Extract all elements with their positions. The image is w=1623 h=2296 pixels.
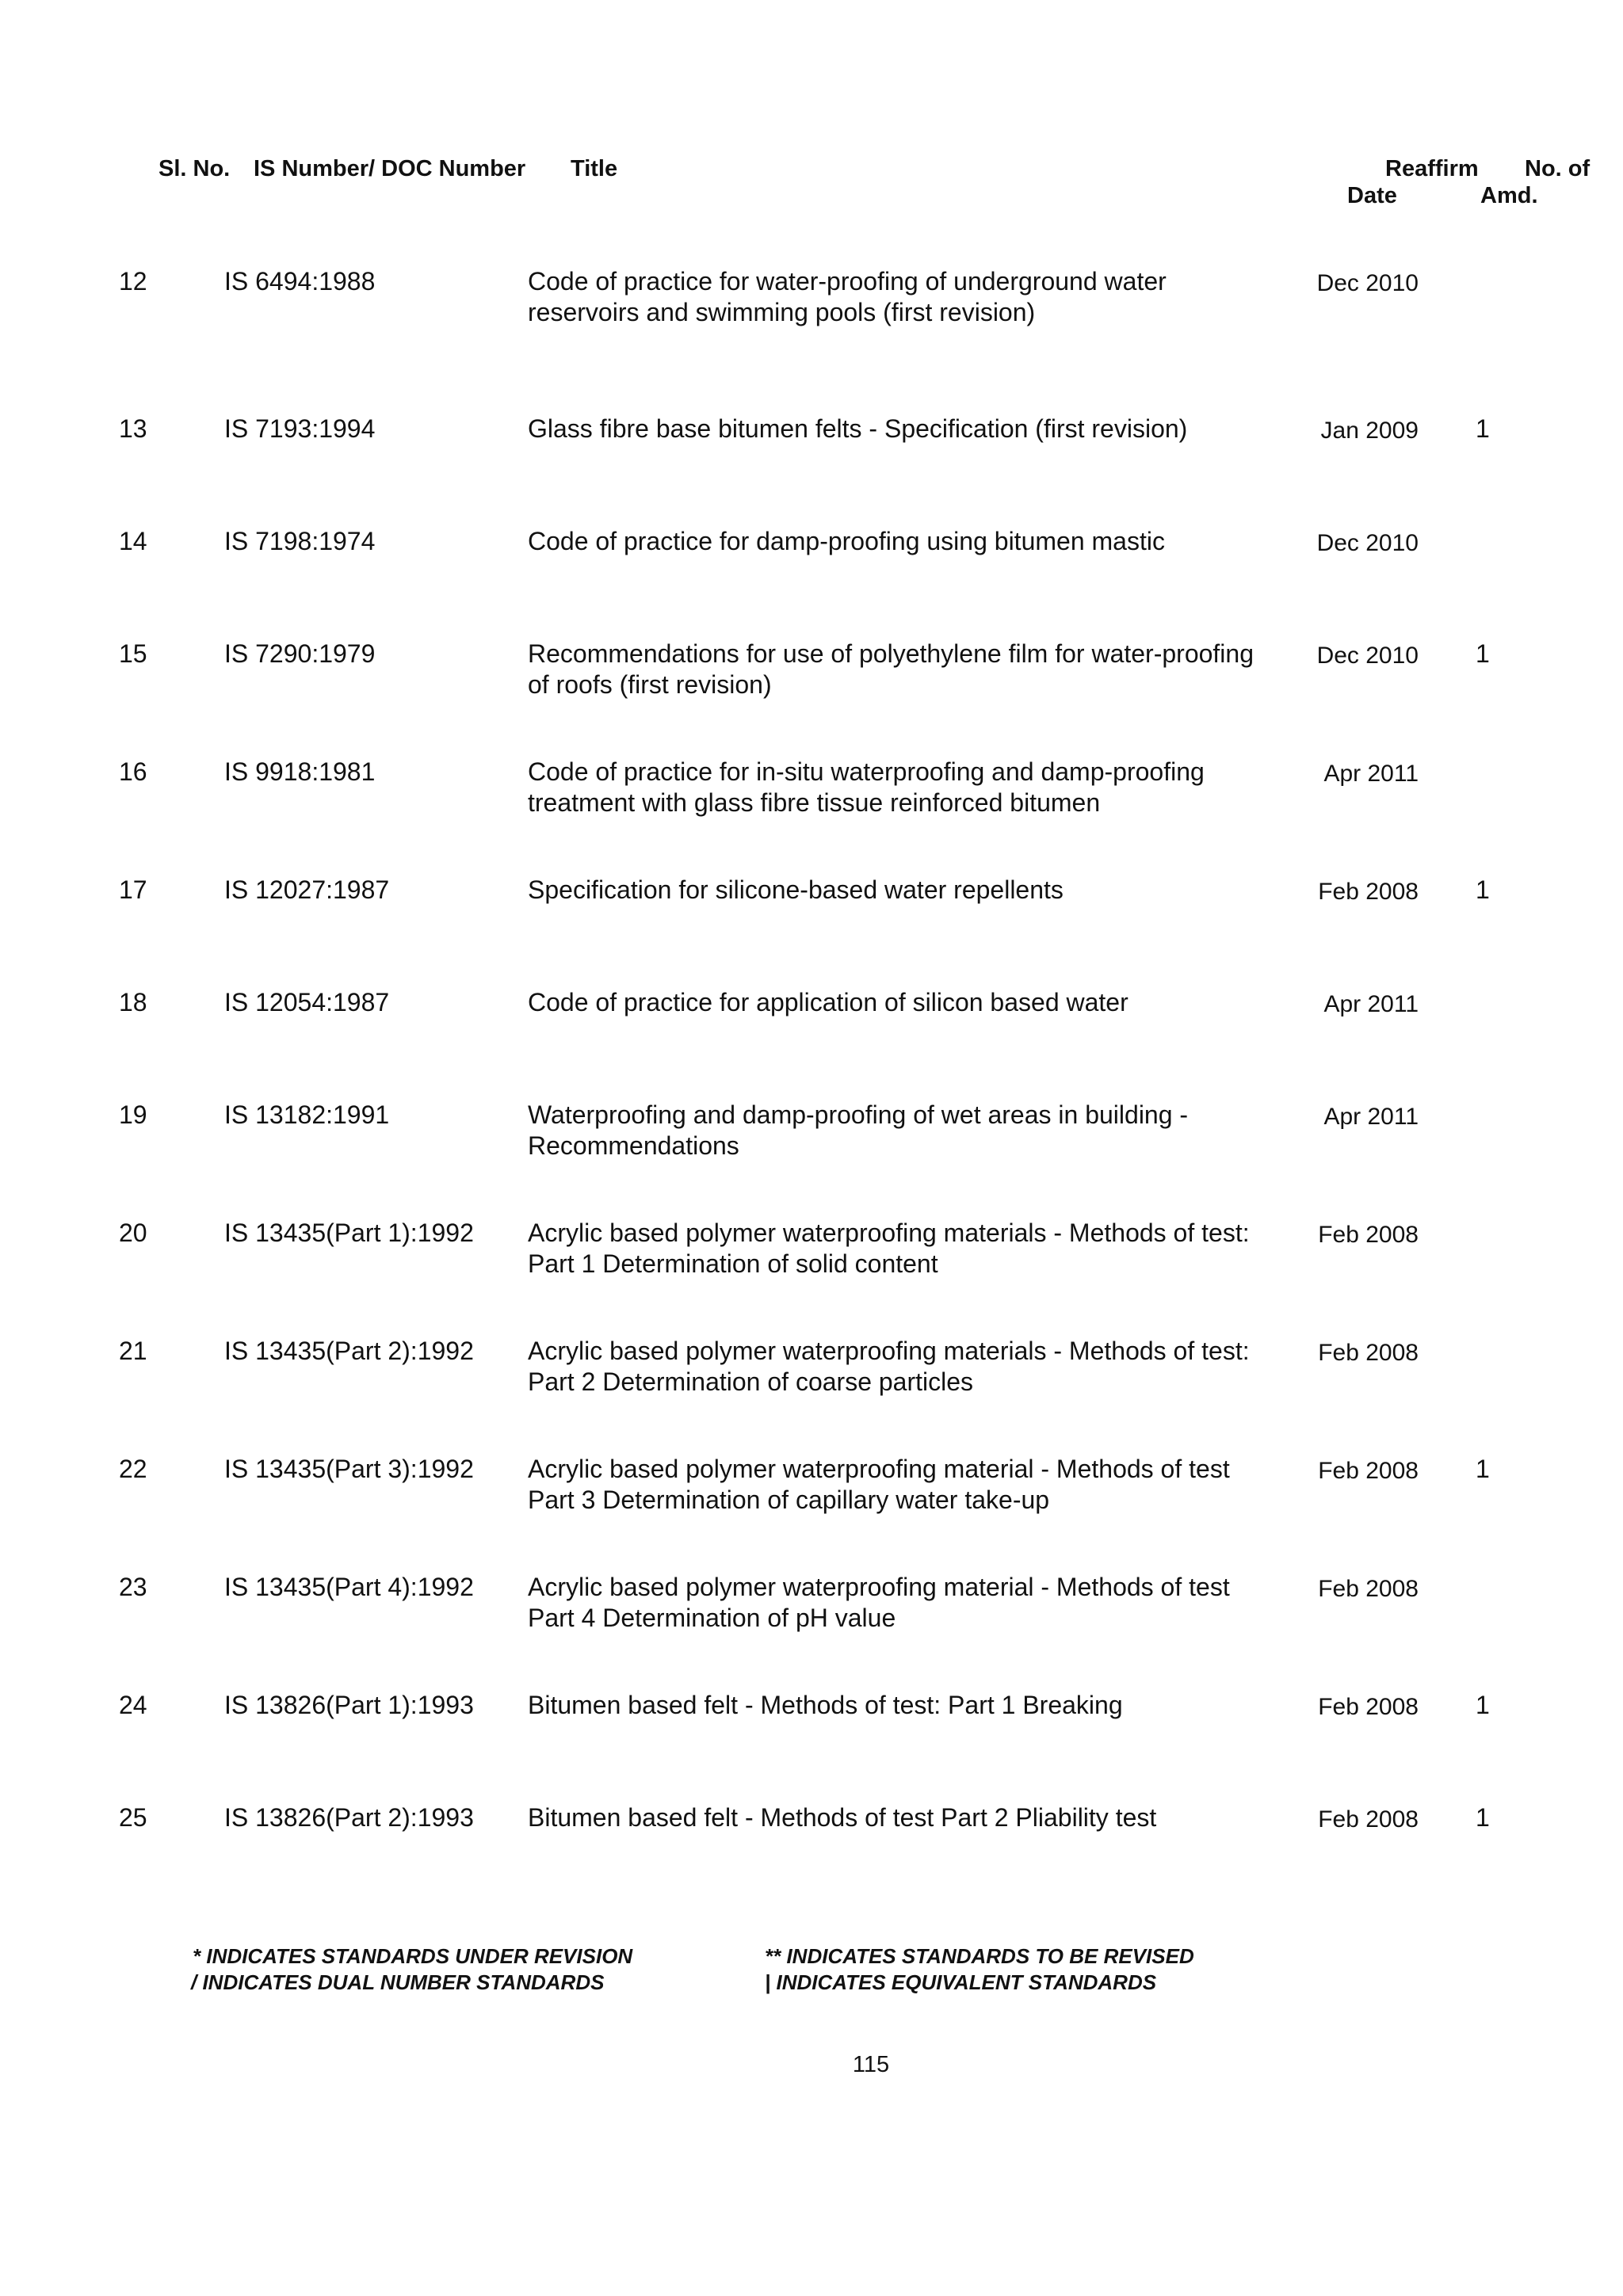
table-row: [0, 1802, 1623, 1897]
header-sl-no: Sl. No.: [158, 156, 231, 181]
standard-title: Code of practice for water-proofing of underground water reservoirs and swimming pools (first revision): [528, 267, 1167, 326]
standard-title: Specification for silicone-based water repellents: [528, 875, 1064, 904]
is-number: IS 6494:1988: [224, 267, 376, 296]
table-row: [0, 1218, 1623, 1313]
reaffirm-date: Feb 2008: [1318, 1694, 1419, 1720]
table-row: [0, 1336, 1623, 1431]
standard-title: Acrylic based polymer waterproofing materials - Methods of test: Part 2 Determination of coarse particles: [528, 1337, 1250, 1396]
standard-title: Acrylic based polymer waterproofing material - Methods of test Part 4 Determination of pH value: [528, 1573, 1230, 1632]
legend-equivalent: | INDICATES EQUIVALENT STANDARDS: [765, 1970, 1157, 1994]
sl-no: 13: [119, 414, 147, 443]
is-number: IS 7193:1994: [224, 414, 376, 443]
legend-to-be-revised: ** INDICATES STANDARDS TO BE REVISED: [765, 1944, 1194, 1968]
sl-no: 15: [119, 639, 147, 668]
table-row: [0, 414, 1623, 509]
amendment-count: 1: [1476, 1691, 1490, 1719]
legend-under-revision: * INDICATES STANDARDS UNDER REVISION: [193, 1944, 633, 1968]
standard-title: Glass fibre base bitumen felts - Specification (first revision): [528, 414, 1188, 443]
sl-no: 25: [119, 1803, 147, 1832]
is-number: IS 12054:1987: [224, 988, 390, 1016]
header-reaffirm: Reaffirm: [1385, 156, 1479, 181]
header-is-number: IS Number/ DOC Number: [254, 156, 526, 181]
sl-no: 16: [119, 757, 147, 786]
sl-no: 17: [119, 875, 147, 904]
sl-no: 22: [119, 1455, 147, 1483]
standard-title: Waterproofing and damp-proofing of wet areas in building - Recommendations: [528, 1100, 1189, 1160]
is-number: IS 13435(Part 2):1992: [224, 1337, 474, 1365]
sl-no: 19: [119, 1100, 147, 1129]
amendment-count: 1: [1476, 414, 1490, 443]
sl-no: 20: [119, 1219, 147, 1247]
table-row: [0, 639, 1623, 734]
sl-no: 14: [119, 527, 147, 555]
amendment-count: 1: [1476, 639, 1490, 668]
reaffirm-date: Apr 2011: [1323, 1104, 1419, 1130]
is-number: IS 9918:1981: [224, 757, 376, 786]
amendment-count: 1: [1476, 875, 1490, 904]
table-row: [0, 757, 1623, 852]
table-row: [0, 1690, 1623, 1785]
is-number: IS 13435(Part 4):1992: [224, 1573, 474, 1601]
standard-title: Code of practice for damp-proofing using bitumen mastic: [528, 527, 1165, 555]
sl-no: 12: [119, 267, 147, 296]
reaffirm-date: Dec 2010: [1316, 643, 1419, 669]
amendment-count: 1: [1476, 1455, 1490, 1483]
standard-title: Recommendations for use of polyethylene film for water-proofing of roofs (first revision): [528, 639, 1254, 699]
page-number: 115: [852, 2052, 890, 2077]
reaffirm-date: Dec 2010: [1316, 530, 1419, 556]
reaffirm-date: Jan 2009: [1320, 418, 1419, 444]
sl-no: 24: [119, 1691, 147, 1719]
table-row: [0, 1572, 1623, 1667]
is-number: IS 13826(Part 1):1993: [224, 1691, 474, 1719]
reaffirm-date: Feb 2008: [1318, 1458, 1419, 1484]
table-row: [0, 1100, 1623, 1195]
sl-no: 23: [119, 1573, 147, 1601]
header-amd: Amd.: [1480, 183, 1538, 208]
is-number: IS 13435(Part 1):1992: [224, 1219, 474, 1247]
is-number: IS 12027:1987: [224, 875, 390, 904]
is-number: IS 13182:1991: [224, 1100, 390, 1129]
standard-title: Bitumen based felt - Methods of test: Part 1 Breaking: [528, 1691, 1123, 1719]
standard-title: Acrylic based polymer waterproofing material - Methods of test Part 3 Determination of capillary water take-up: [528, 1455, 1230, 1514]
standard-title: Bitumen based felt - Methods of test Part 2 Pliability test: [528, 1803, 1157, 1832]
reaffirm-date: Feb 2008: [1318, 1806, 1419, 1833]
reaffirm-date: Feb 2008: [1318, 1576, 1419, 1602]
reaffirm-date: Apr 2011: [1323, 761, 1419, 787]
table-row: [0, 987, 1623, 1082]
reaffirm-date: Feb 2008: [1318, 879, 1419, 905]
table-row: [0, 1454, 1623, 1549]
standard-title: Code of practice for application of silicon based water: [528, 988, 1128, 1016]
is-number: IS 13826(Part 2):1993: [224, 1803, 474, 1832]
table-row: [0, 875, 1623, 970]
reaffirm-date: Feb 2008: [1318, 1222, 1419, 1248]
legend-dual-number: / INDICATES DUAL NUMBER STANDARDS: [191, 1970, 605, 1994]
is-number: IS 7290:1979: [224, 639, 376, 668]
table-row: [0, 526, 1623, 621]
is-number: IS 13435(Part 3):1992: [224, 1455, 474, 1483]
standard-title: Acrylic based polymer waterproofing materials - Methods of test: Part 1 Determination of solid content: [528, 1219, 1250, 1278]
header-no-of: No. of: [1525, 156, 1591, 181]
header-title: Title: [571, 156, 618, 181]
sl-no: 21: [119, 1337, 147, 1365]
reaffirm-date: Apr 2011: [1323, 991, 1419, 1017]
is-number: IS 7198:1974: [224, 527, 376, 555]
reaffirm-date: Dec 2010: [1316, 270, 1419, 296]
sl-no: 18: [119, 988, 147, 1016]
reaffirm-date: Feb 2008: [1318, 1340, 1419, 1366]
amendment-count: 1: [1476, 1803, 1490, 1832]
standard-title: Code of practice for in-situ waterproofing and damp-proofing treatment with glass fibre tissue reinforced bitumen: [528, 757, 1205, 817]
header-date: Date: [1347, 183, 1397, 208]
table-row: [0, 266, 1623, 361]
